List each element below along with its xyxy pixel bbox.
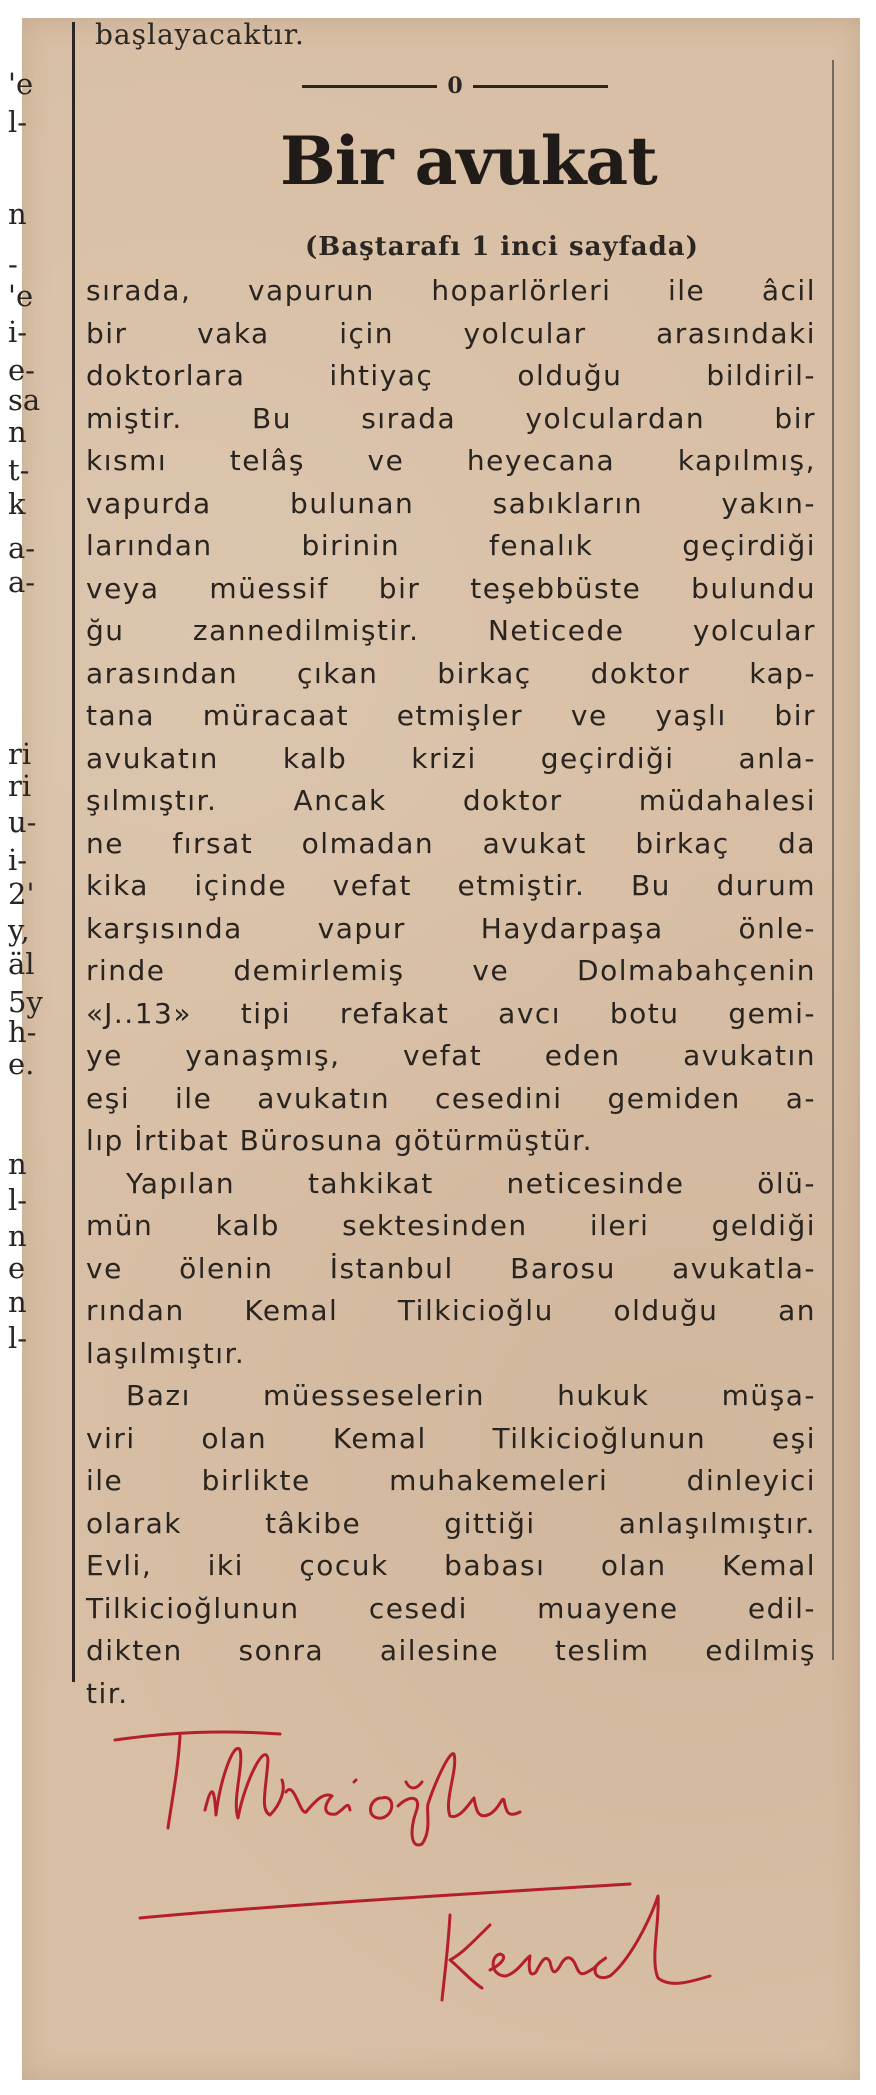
article-line: vapurda bulunan sabıkların yakın- [86,486,816,520]
edge-fragment: n [8,1285,27,1319]
edge-fragment: ri [8,737,32,771]
edge-fragment: i- [8,315,28,349]
article-line: ve ölenin İstanbul Barosu avukatla- [86,1251,816,1285]
article-line: karşısında vapur Haydarpaşa önle- [86,911,816,945]
previous-article-tail: başlayacaktır. [95,18,305,51]
edge-fragment: 'e [8,67,34,101]
article-line: tir. [86,1676,129,1710]
edge-fragment: u- [8,805,37,839]
edge-fragment: äl [8,947,35,981]
separator-bar-right [473,85,608,88]
edge-fragment: n [8,415,27,449]
edge-fragment: 2' [8,877,35,911]
article-line: kısmı telâş ve heyecana kapılmış, [86,444,816,477]
article-line: avukatın kalb krizi geçirdiği anla- [86,741,816,775]
separator-mark: 0 [447,73,463,99]
article-line: ne fırsat olmadan avukat birkaç da [86,826,816,860]
section-separator [290,73,620,99]
article-line: larından birinin fenalık geçirdiği [86,529,816,562]
edge-fragment: sa [8,383,41,417]
edge-fragment: a- [8,565,36,599]
edge-fragment: n [8,1219,27,1253]
edge-fragment: e- [8,353,35,387]
edge-fragment: e. [8,1047,35,1081]
article-line: ile birlikte muhakemeleri dinleyici [86,1464,816,1497]
article-body [86,270,816,1715]
edge-fragment: t- [8,453,30,487]
article-line: Tilkicioğlunun cesedi muayene edil- [86,1591,816,1625]
article-line: tana müracaat etmişler ve yaşlı bir [86,699,816,732]
edge-fragment: - [8,247,18,281]
article-line: «J..13» tipi refakat avcı botu gemi- [86,996,816,1030]
article-line: şılmıştır. Ancak doktor müdahalesi [86,784,816,817]
article-line: Bazı müesseselerin hukuk müşa- [126,1379,816,1412]
article-line: viri olan Kemal Tilkicioğlunun eşi [86,1421,816,1455]
article-line: Evli, iki çocuk babası olan Kemal [86,1549,816,1582]
article-line: lıp İrtibat Bürosuna götürmüştür. [86,1124,594,1157]
edge-fragment: l- [8,105,28,139]
edge-fragment: 5y [8,985,43,1019]
article-line: rinde demirlemiş ve Dolmabahçenin [86,954,816,987]
article-line: miştir. Bu sırada yolculardan bir [86,401,816,435]
article-subhead: (Baştarafı 1 inci sayfada) [305,232,699,262]
edge-fragment: e [8,1251,26,1285]
article-line: Yapılan tahkikat neticesinde ölü- [126,1166,816,1200]
article-line: eşi ile avukatın cesedini gemiden a- [86,1081,816,1115]
edge-fragment: a- [8,531,36,565]
article-line: mün kalb sektesinden ileri geldiği [86,1209,816,1242]
column-rule-left [72,22,75,1682]
article-line: bir vaka için yolcular arasındaki [86,316,816,350]
edge-fragment: h- [8,1015,37,1049]
article-line: sırada, vapurun hoparlörleri ile âcil [86,274,816,307]
edge-fragment: 'e [8,279,34,313]
edge-fragment: i- [8,843,28,877]
edge-fragment: n [8,197,27,231]
article-headline: Bir avukat [280,122,657,200]
edge-fragment: l- [8,1321,28,1355]
article-line: ye yanaşmış, vefat eden avukatın [86,1039,816,1072]
article-line: kika içinde vefat etmiştir. Bu durum [86,869,816,902]
edge-fragment: n [8,1147,27,1181]
article-line: dikten sonra ailesine teslim edilmiş [86,1634,816,1667]
article-line: veya müessif bir teşebbüste bulundu [86,571,816,605]
article-line: olarak tâkibe gittiği anlaşılmıştır. [86,1506,816,1540]
edge-fragment: ri [8,769,32,803]
edge-fragment: y, [8,913,30,947]
article-line: rından Kemal Tilkicioğlu olduğu an [86,1294,816,1327]
article-line: laşılmıştır. [86,1336,246,1370]
separator-bar-left [302,85,437,88]
handwriting-drawing [110,1720,750,2010]
article-line: ğu zannedilmiştir. Neticede yolcular [86,614,816,647]
edge-fragment: k [8,487,26,521]
handwritten-name [110,1720,750,2010]
edge-fragment: l- [8,1183,28,1217]
column-rule-right [832,60,834,1660]
article-line: doktorlara ihtiyaç olduğu bildiril- [86,359,816,392]
article-line: arasından çıkan birkaç doktor kap- [86,656,816,690]
